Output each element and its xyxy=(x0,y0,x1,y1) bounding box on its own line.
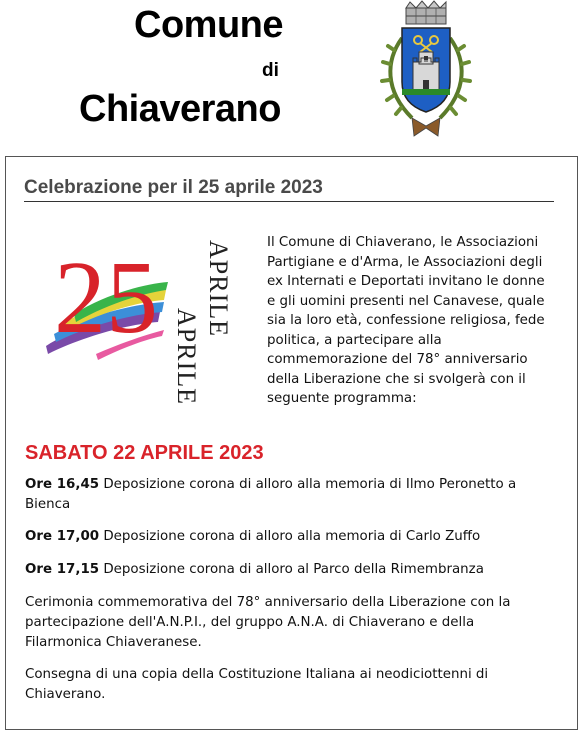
coat-of-arms-icon xyxy=(372,0,480,144)
header-town-name: Chiaverano xyxy=(79,88,281,130)
header-comune: Comune xyxy=(134,4,283,46)
title-divider xyxy=(24,201,554,202)
schedule-item xyxy=(25,475,555,515)
schedule-time: Ore 17,00 xyxy=(25,529,100,544)
day-heading: SABATO 22 APRILE 2023 xyxy=(25,442,264,464)
ceremony-paragraph: Cerimonia commemorativa del 78° anniversario della Liberazione con la partecipazione dell'A.N.P.I., del gruppo A.N.A. di Chiaverano e della Filarmonica Chiaveranese. xyxy=(25,595,511,650)
schedule-time: Ore 17,15 xyxy=(25,562,100,577)
schedule-text: Deposizione corona di alloro al Parco della Rimembranza xyxy=(99,562,484,577)
schedule-item xyxy=(25,527,555,547)
header-di: di xyxy=(262,60,279,81)
intro-paragraph: Il Comune di Chiaverano, le Associazioni Partigiane e d'Arma, le Associazioni degli ex Internati e Deportati invitano le donne e gli uomini presenti nel Canavese, quale sia la loro età, confessione religiosa, fede politica, a partecipare alla commemorazione del 78° anniversario della Liberazione che si svolgerà con il seguente programma: xyxy=(267,235,545,406)
schedule-time: Ore 16,45 xyxy=(25,477,100,492)
logo-word-aprile-side: APRILE xyxy=(172,308,201,405)
schedule-item xyxy=(25,560,555,580)
twenty-five-april-logo xyxy=(40,228,233,405)
section-title: Celebrazione per il 25 aprile 2023 xyxy=(24,177,323,198)
logo-word-aprile-top: APRILE xyxy=(204,240,233,337)
schedule-text: Deposizione corona di alloro alla memoria di Carlo Zuffo xyxy=(99,529,481,544)
constitution-paragraph: Consegna di una copia della Costituzione Italiana ai neodiciottenni di Chiaverano. xyxy=(25,667,489,702)
schedule-text: Deposizione corona di alloro alla memoria di Ilmo Peronetto a Bienca xyxy=(25,477,517,512)
logo-number: 25 xyxy=(54,240,158,355)
